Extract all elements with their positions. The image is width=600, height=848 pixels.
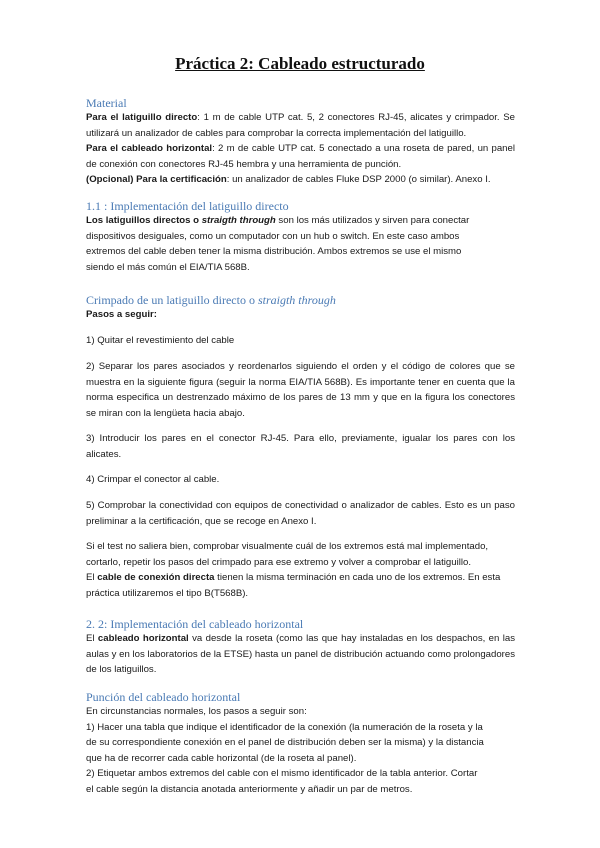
test-note-paragraph bbox=[86, 539, 515, 601]
section-2-2-pre: El bbox=[86, 633, 98, 644]
puncion-line2: 1) Hacer una tabla que indique el identificador de la conexión (la numeración de la roseta y la bbox=[86, 721, 483, 733]
step-5: 5) Comprobar la conectividad con equipos de conectividad o analizador de cables. Esto es un paso preliminar a la certificación, que se recoge en Anexo I. bbox=[86, 500, 515, 527]
section-1-1-paragraph bbox=[86, 213, 515, 275]
section-1-1-line3: extremos del cable deben tener la misma distribución. Ambos extremos se use el mismo bbox=[86, 246, 462, 258]
puncion-heading: Punción del cableado horizontal bbox=[86, 690, 241, 704]
certificacion-paragraph bbox=[86, 172, 515, 188]
material-heading: Material bbox=[86, 96, 127, 110]
straigth-through-italic: straigth through bbox=[201, 215, 276, 226]
test-note-line3-pre: El bbox=[86, 572, 98, 584]
crimpado-heading-main: Crimpado de un latiguillo directo o bbox=[86, 293, 258, 307]
latiguillo-text: : 1 m de cable UTP cat. 5, 2 conectores RJ-45, alicates y crimpador. Se utilizará un analizador de cables para comprobar la correcta implementación del latiguillo. bbox=[86, 112, 515, 139]
test-note-line1: Si el test no saliera bien, comprobar visualmente cuál de los extremos está mal implementado, bbox=[86, 541, 489, 552]
section-1-1-line4: siendo el más común el EIA/TIA 568B. bbox=[86, 261, 250, 273]
step-3: 3) Introducir los pares en el conector RJ-45. Para ello, previamente, igualar los pares con los alicates. bbox=[86, 433, 515, 460]
step-4: 4) Crimpar el conector al cable. bbox=[86, 474, 220, 485]
cableado-horizontal-bold: cableado horizontal bbox=[97, 633, 189, 644]
certificacion-text: : un analizador de cables Fluke DSP 2000 (o similar). Anexo I. bbox=[226, 174, 491, 185]
puncion-line6: el cable según la distancia anotada anteriormente y añadir un par de metros. bbox=[86, 783, 413, 795]
puncion-line4: que ha de recorrer cada cable horizontal (de la roseta al panel). bbox=[86, 752, 357, 764]
puncion-paragraph bbox=[86, 704, 515, 798]
puncion-line3: de su correspondiente conexión en el panel de distribución deben ser la misma) y la distancia bbox=[86, 737, 484, 749]
section-2-2-heading: 2. 2: Implementación del cableado horizontal bbox=[86, 617, 304, 631]
section-1-1-heading: 1.1 : Implementación del latiguillo directo bbox=[86, 199, 289, 213]
section-2-2-text: va desde la roseta (como las que hay instaladas en los despachos, en las aulas y en los laboratorios de la ETSE) hasta un panel de distribución actuando como prolongadores de los latiguillos. bbox=[86, 633, 515, 676]
section-2-2-paragraph bbox=[86, 631, 515, 678]
certificacion-label: (Opcional) Para la certificación bbox=[86, 174, 227, 185]
puncion-line1: En circunstancias normales, los pasos a seguir son: bbox=[86, 706, 307, 717]
horizontal-text: : 2 m de cable UTP cat. 5 conectado a una roseta de pared, un panel de conexión con conectores RJ-45 hembra y una herramienta de punción. bbox=[86, 143, 515, 170]
cable-conexion-directa-bold: cable de conexión directa bbox=[97, 572, 215, 584]
crimpado-heading-italic: straigth through bbox=[257, 293, 336, 307]
step-2: 2) Separar los pares asociados y reordenarlos siguiendo el orden y el código de colores que se muestra en la siguiente figura (seguir la norma EIA/TIA 568B). Es importante tener en cuenta que la norma especifica un destrenzado máximo de los pares de 13 mm y que en la figura los conectores se miran con la lengüeta hacia abajo. bbox=[86, 361, 515, 419]
crimpado-heading bbox=[86, 293, 336, 308]
test-note-line4: práctica utilizaremos el tipo B(T568B). bbox=[86, 587, 249, 599]
section-1-1-line1: son los más utilizados y sirven para conectar bbox=[275, 215, 470, 226]
material-paragraph bbox=[86, 110, 515, 141]
latiguillos-bold: Los latiguillos directos o bbox=[86, 215, 202, 226]
horizontal-label: Para el cableado horizontal bbox=[86, 143, 213, 154]
test-note-line3: tienen la misma terminación en cada uno de los extremos. En esta bbox=[214, 572, 501, 584]
latiguillo-label: Para el latiguillo directo bbox=[86, 112, 198, 123]
horizontal-paragraph bbox=[86, 141, 515, 172]
puncion-line5: 2) Etiquetar ambos extremos del cable con el mismo identificador de la tabla anterior. Cortar bbox=[86, 768, 478, 780]
test-note-line2: cortarlo, repetir los pasos del crimpado para ese extremo y volver a comprobar el latiguillo. bbox=[86, 556, 471, 568]
section-1-1-line2: dispositivos desiguales, como un computador con un hub o switch. En este caso ambos bbox=[86, 230, 460, 242]
page-title: Práctica 2: Cableado estructurado bbox=[175, 54, 425, 73]
pasos-text: Pasos a seguir: bbox=[86, 309, 157, 320]
step-1: 1) Quitar el revestimiento del cable bbox=[86, 335, 235, 346]
pasos-label bbox=[86, 307, 515, 323]
